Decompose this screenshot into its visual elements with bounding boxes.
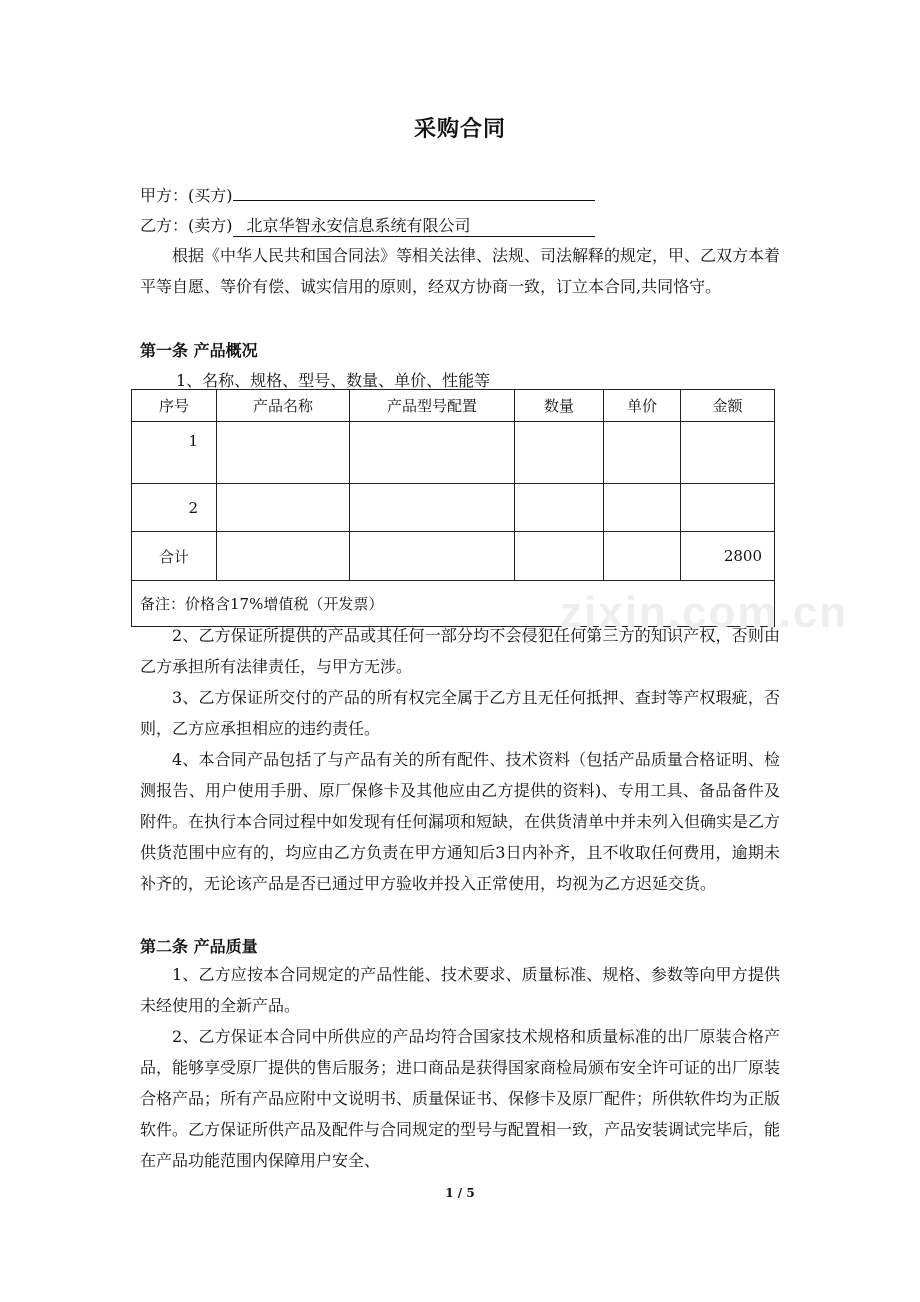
header-cell-quantity: 数量 <box>515 390 604 422</box>
article2-heading: 第二条 产品质量 <box>140 937 258 956</box>
table-cell <box>604 484 681 532</box>
total-label: 合计 <box>132 532 217 581</box>
table-cell <box>350 422 515 484</box>
header-cell-name: 产品名称 <box>217 390 350 422</box>
table-cell <box>604 422 681 484</box>
watermark: zixin.com.cn <box>560 588 849 637</box>
party-a-line <box>140 182 595 206</box>
table-cell <box>217 532 350 581</box>
table-cell <box>515 532 604 581</box>
party-a-label: 甲方：(买方) <box>140 186 233 205</box>
header-cell-amount: 金额 <box>681 390 775 422</box>
party-b-label: 乙方：(卖方) <box>140 216 233 235</box>
table-total-row <box>132 532 775 581</box>
intro-paragraph: 根据《中华人民共和国合同法》等相关法律、法规、司法解释的规定，甲、乙双方本着平等自愿、等价有偿、诚实信用的原则，经双方协商一致，订立本合同,共同恪守。 <box>140 246 781 296</box>
total-amount: 2800 <box>681 532 775 581</box>
table-row <box>132 484 775 532</box>
table-cell <box>681 484 775 532</box>
article1-item2: 2、乙方保证所提供的产品或其任何一部分均不会侵犯任何第三方的知识产权，否则由乙方承担所有法律责任，与甲方无涉。 <box>140 626 780 676</box>
table-cell <box>350 532 515 581</box>
table-cell <box>681 422 775 484</box>
table-cell: 1 <box>132 422 217 484</box>
article2-item2: 2、乙方保证本合同中所供应的产品均符合国家技术规格和质量标准的出厂原装合格产品，能够享受原厂提供的售后服务；进口商品是获得国家商检局颁布安全许可证的出厂原装合格产品；所有产品应附中文说明书、质量保证书、保修卡及原厂配件；所供软件均为正版软件。乙方保证所供产品及配件与合同规定的型号与配置相一致，产品安装调试完毕后，能在产品功能范围内保障用户安全、 <box>140 1027 781 1170</box>
document-title: 采购合同 <box>413 116 506 142</box>
table-cell <box>217 422 350 484</box>
table-row <box>132 422 775 484</box>
party-b-value: 北京华智永安信息系统有限公司 <box>233 213 595 237</box>
party-b-line <box>140 213 595 237</box>
header-cell-index: 序号 <box>132 390 217 422</box>
article1-item4: 4、本合同产品包括了与产品有关的所有配件、技术资料（包括产品质量合格证明、检测报告、用户使用手册、原厂保修卡及其他应由乙方提供的资料)、专用工具、备品备件及附件。在执行本合同过程中如发现有任何漏项和短缺，在供货清单中并未列入但确实是乙方供货范围中应有的，均应由乙方负责在甲方通知后3日内补齐，且不收取任何费用，逾期未补齐的，无论该产品是否已通过甲方验收并投入正常使用，均视为乙方迟延交货。 <box>140 750 781 893</box>
table-cell <box>350 484 515 532</box>
table-cell: 2 <box>132 484 217 532</box>
party-a-blank <box>233 182 595 201</box>
page-number: 1 / 5 <box>445 1186 475 1200</box>
article1-item3: 3、乙方保证所交付的产品的所有权完全属于乙方且无任何抵押、查封等产权瑕疵，否则，乙方应承担相应的违约责任。 <box>140 688 780 738</box>
header-cell-model: 产品型号配置 <box>350 390 515 422</box>
table-cell <box>515 422 604 484</box>
article2-item1: 1、乙方应按本合同规定的产品性能、技术要求、质量标准、规格、参数等向甲方提供未经使用的全新产品。 <box>140 965 780 1015</box>
article1-heading: 第一条 产品概况 <box>140 341 258 360</box>
table-note: 备注：价格含17%增值税（开发票） <box>132 581 775 627</box>
table-cell <box>515 484 604 532</box>
table-cell <box>604 532 681 581</box>
header-cell-unit-price: 单价 <box>604 390 681 422</box>
table-header-row <box>132 390 775 422</box>
table-cell <box>217 484 350 532</box>
article1-item1: 1、名称、规格、型号、数量、单价、性能等 <box>176 371 491 390</box>
